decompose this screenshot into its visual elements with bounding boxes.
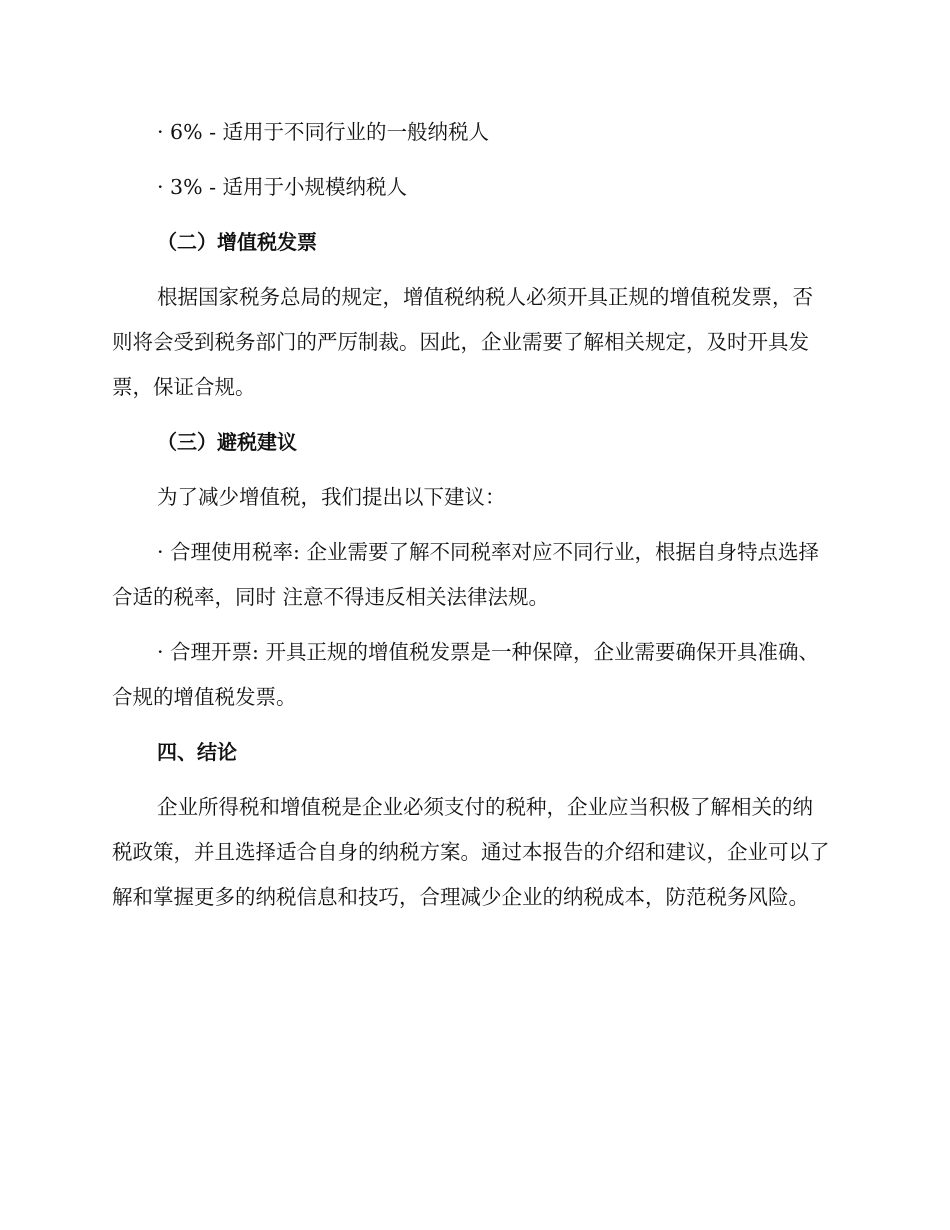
document-body — [112, 110, 832, 920]
bullet-advice-invoices: · 合理开票: 开具正规的增值税发票是一种保障，企业需要确保开具准确、合规的增值税发票。 — [112, 640, 819, 709]
bullet-advice-rates: · 合理使用税率: 企业需要了解不同税率对应不同行业，根据自身特点选择合适的税率，同时 注意不得违反相关法律法规。 — [112, 540, 819, 609]
paragraph-advice-intro: 为了减少增值税，我们提出以下建议： — [157, 485, 506, 509]
bullet-rate-3: · 3% - 适用于小规模纳税人 — [157, 175, 408, 199]
section-heading-conclusion: 四、结论 — [157, 740, 237, 764]
paragraph-conclusion: 企业所得税和增值税是企业必须支付的税种，企业应当积极了解相关的纳税政策，并且选择适合自身的纳税方案。通过本报告的介绍和建议，企业可以了解和掌握更多的纳税信息和技巧，合理减少企业的纳税成本，防范税务风险。 — [112, 795, 830, 909]
section-heading-invoice: （二）增值税发票 — [157, 230, 317, 254]
section-heading-advice: （三）避税建议 — [157, 430, 297, 454]
bullet-rate-6: · 6% - 适用于不同行业的一般纳税人 — [157, 120, 490, 144]
paragraph-invoice: 根据国家税务总局的规定，增值税纳税人必须开具正规的增值税发票，否则将会受到税务部门的严厉制裁。因此，企业需要了解相关规定，及时开具发票，保证合规。 — [112, 285, 813, 399]
